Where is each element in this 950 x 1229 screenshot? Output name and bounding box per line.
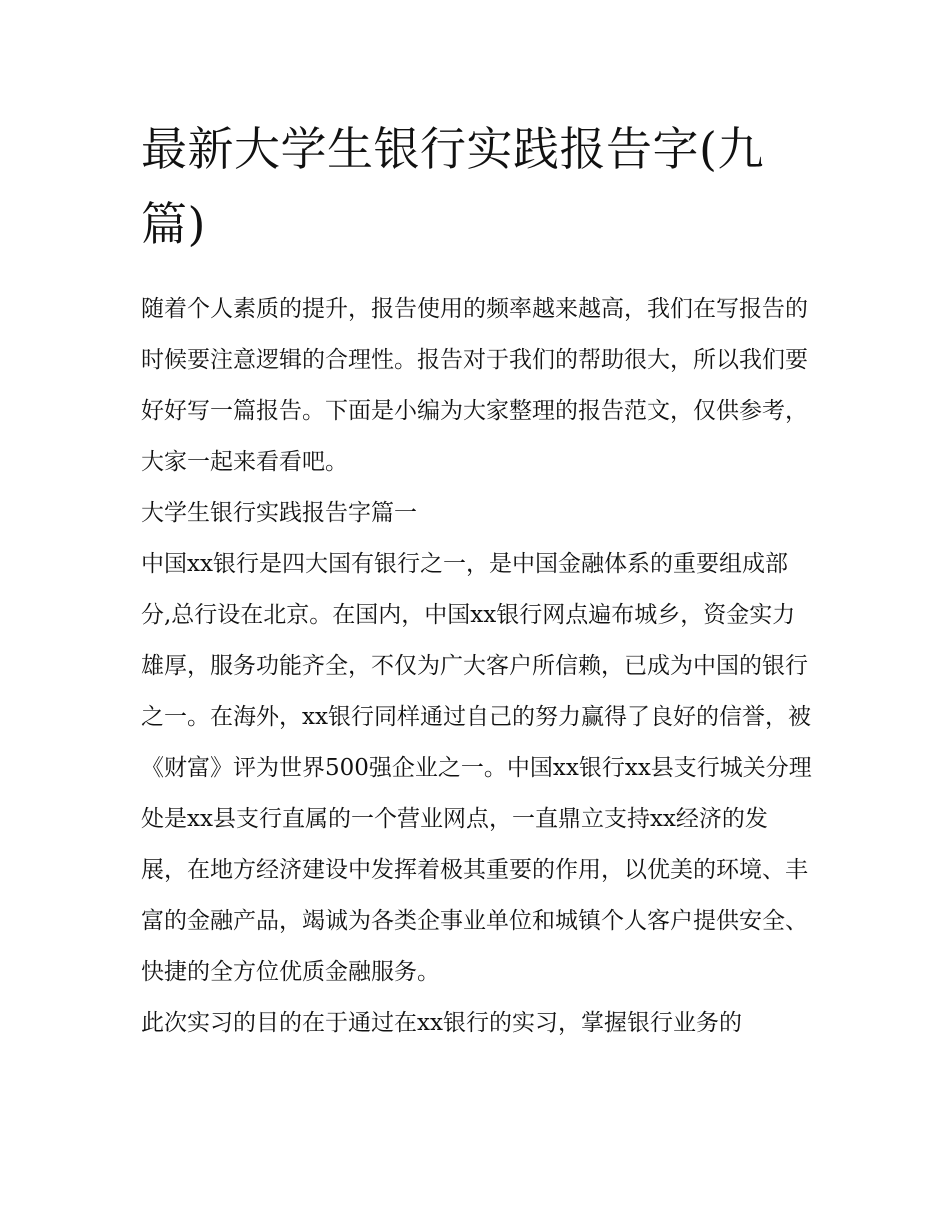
intro-paragraph: 随着个人素质的提升，报告使用的频率越来越高，我们在写报告的时候要注意逻辑的合理性。报告对于我们的帮助很大，所以我们要好好写一篇报告。下面是小编为大家整理的报告范文，仅供参考，大家一起来看看吧。 bbox=[141, 296, 808, 475]
body-paragraph: 中国xx银行是四大国有银行之一，是中国金融体系的重要组成部分,总行设在北京。在国内，中国xx银行网点遍布城乡，资金实力雄厚，服务功能齐全，不仅为广大客户所信赖，已成为中国的银行之一。在海外，xx银行同样通过自己的努力赢得了良好的信誉，被《财富》评为世界500强企业之一。中国xx银行xx县支行城关分理处是xx县支行直属的一个营业网点，一直鼎立支持xx经济的发展，在地方经济建设中发挥着极其重要的作用，以优美的环境、丰富的金融产品，竭诚为各类企事业单位和城镇个人客户提供安全、快捷的全方位优质金融服务。 bbox=[141, 551, 812, 985]
document-title: 最新大学生银行实践报告字(九篇) bbox=[141, 122, 764, 251]
body-paragraph: 此次实习的目的在于通过在xx银行的实习，掌握银行业务的 bbox=[141, 1010, 742, 1036]
document-body bbox=[141, 112, 813, 1049]
section-heading: 大学生银行实践报告字篇一 bbox=[141, 500, 417, 526]
